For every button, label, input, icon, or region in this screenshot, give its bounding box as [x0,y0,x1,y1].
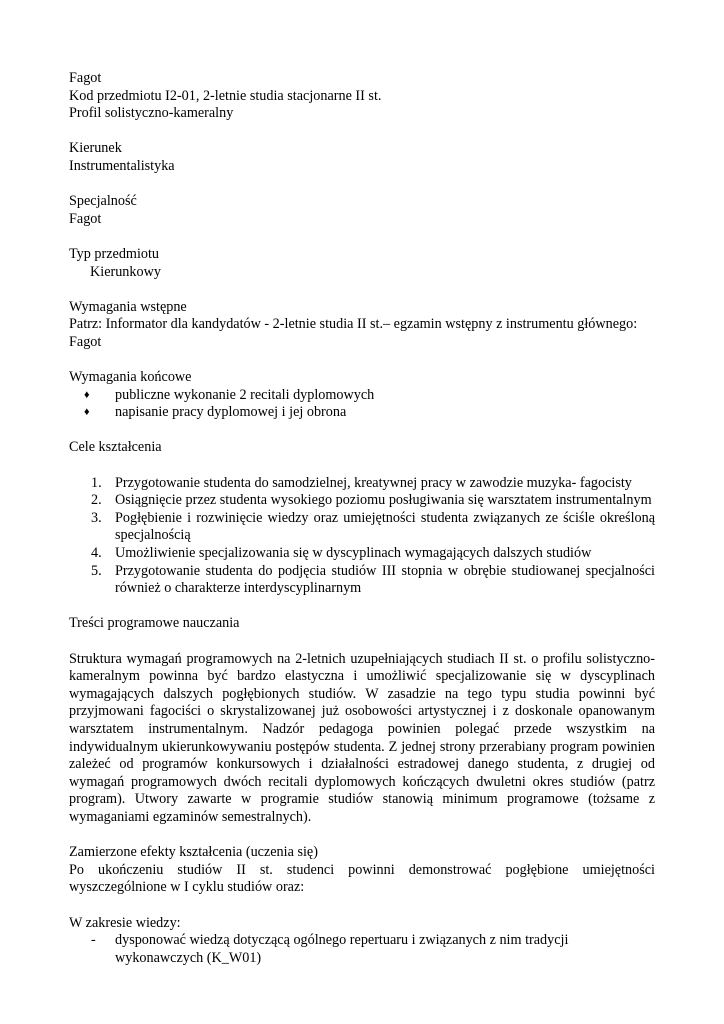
wymagania-wstepne-text-cont: Fagot [69,333,102,350]
tresci-paragraph: Struktura wymagań programowych na 2-letnich uzupełniających studiach II st. o profilu solistyczno-kameralnym powinna być bardzo elastyczna i umożliwić specjalizowanie się w dyscyplinach wymagających dalszych pogłębionych studiów. W zasadzie na tego typu studia powinni być przyjmowani fagociści o skrystalizowanej już osobowości artystycznej i z doskonale opanowanym warsztatem instrumentalnym. Nadzór pedagoga powinien polegać przede wszystkim na indywidualnym ukierunkowywaniu postępów studenta. Z jednej strony przerabiany program powinien zależeć od programów konkursowych i działalności estradowej danego studenta, z drugiej od wymagań programowych dwóch recitali dyplomowych kończących dwuletni okres studiów (patrz program). Utwory zawarte w programie studiów stanowią minimum programowe (tożsame z wymaganiami egzaminów semestralnych). [69,650,655,825]
kierunek-label: Kierunek [69,140,122,157]
wymagania-wstepne-label: Wymagania wstępne [69,298,187,315]
tresci-label: Treści programowe nauczania [69,615,240,632]
dash-bullet: - [91,932,96,949]
list-number: 3. [91,509,102,526]
list-item [69,563,655,598]
typ-label: Typ przedmiotu [69,245,160,262]
list-item [69,475,655,493]
list-item-text: napisanie pracy dyplomowej i jej obrona [115,404,347,421]
list-item-text: Umożliwienie specjalizowania się w dyscyplinach wymagających dalszych studiów [115,545,592,562]
wymagania-wstepne-text: Patrz: Informator dla kandydatów - 2-letnie studia II st.– egzamin wstępny z instrumentu głównego: [69,316,638,333]
efekty-text: Po ukończeniu studiów II st. studenci powinni demonstrować pogłębione umiejętności [69,861,655,878]
document-page [69,70,655,967]
list-item [69,510,655,545]
efekty-text-cont: wyszczególnione w I cyklu studiów oraz: [69,879,305,896]
subject-profile: Profil solistyczno-kameralny [69,105,234,122]
efekty-label: Zamierzone efekty kształcenia (uczenia się) [69,844,318,861]
diamond-bullet-icon: ♦ [84,406,90,419]
list-item [69,545,655,563]
typ-value: Kierunkowy [90,263,161,280]
subject-code: Kod przedmiotu I2-01, 2-letnie studia stacjonarne II st. [69,87,382,104]
wiedza-label: W zakresie wiedzy: [69,914,181,931]
list-item [69,492,655,510]
wymagania-koncowe-list [69,387,655,422]
kierunek-value: Instrumentalistyka [69,157,175,174]
subject-title: Fagot [69,70,102,86]
list-item [69,932,655,967]
list-item [69,387,655,405]
cele-list [69,475,655,598]
list-number: 2. [91,492,102,509]
diamond-bullet-icon: ♦ [84,388,90,401]
list-item-text: Przygotowanie studenta do podjęcia studiów III stopnia w obrębie studiowanej specjalności również o charakterze interdyscyplinarnym [115,562,655,597]
list-item-text: Pogłębienie i rozwinięcie wiedzy oraz umiejętności studenta związanych ze ściśle określoną specjalnością [115,509,655,544]
list-item-text: Osiągnięcie przez studenta wysokiego poziomu posługiwania się warsztatem instrumentalnym [115,492,652,509]
list-number: 1. [91,474,102,491]
wymagania-koncowe-label: Wymagania końcowe [69,369,192,386]
list-number: 4. [91,545,102,562]
specjalnosc-value: Fagot [69,210,102,227]
list-number: 5. [91,562,102,579]
cele-label: Cele kształcenia [69,439,162,456]
list-item-text: publiczne wykonanie 2 recitali dyplomowych [115,386,375,403]
list-item-text: Przygotowanie studenta do samodzielnej, kreatywnej pracy w zawodzie muzyka- fagocisty [115,474,632,491]
list-item-text: dysponować wiedzą dotyczącą ogólnego repertuaru i związanych z nim tradycji wykonawczych (K_W01) [115,932,569,966]
specjalnosc-label: Specjalność [69,193,137,210]
wiedza-list [69,932,655,967]
list-item [69,404,655,422]
